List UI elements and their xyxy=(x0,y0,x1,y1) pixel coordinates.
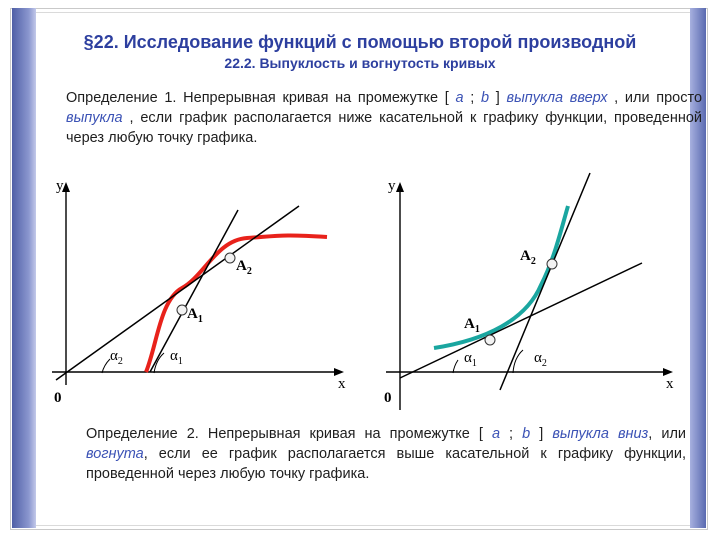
point-a2 xyxy=(547,259,557,269)
x-axis-label: x xyxy=(338,376,346,392)
term-convex-down: выпукла вниз xyxy=(552,426,649,442)
angle-2-arc xyxy=(102,359,110,373)
graph-convex-down xyxy=(376,170,686,415)
definition-1-text: ] xyxy=(489,90,507,106)
definition-1-text: Определение 1. Непрерывная кривая на промежутке [ xyxy=(66,90,456,106)
x-axis-arrow xyxy=(334,368,344,376)
interval-end: b xyxy=(481,90,490,106)
origin-label: 0 xyxy=(384,390,392,406)
term-concave: вогнута xyxy=(86,446,144,462)
term-convex: выпукла xyxy=(66,110,123,126)
angle-1-arc xyxy=(453,360,458,373)
definition-2-text: ] xyxy=(530,426,553,442)
convex-down-curve xyxy=(434,206,568,348)
slide-title: §22. Исследование функций с помощью второй производной xyxy=(83,32,637,52)
definition-1-text: ; xyxy=(463,90,481,106)
interval-start: a xyxy=(455,90,464,106)
origin-label: 0 xyxy=(54,390,62,406)
angle-2-label: $\alpha_2$ xyxy=(534,350,547,369)
definition-2-text: ; xyxy=(500,426,523,442)
tangent-line-1 xyxy=(400,263,642,378)
x-axis-arrow xyxy=(663,368,673,376)
definition-2-text: , или xyxy=(648,426,687,442)
point-a2 xyxy=(225,253,235,263)
definition-1-text: , или просто xyxy=(607,90,703,106)
definition-1-text: , если график располагается ниже касательной к графику функции, проведенной через любую точку графика. xyxy=(66,110,702,146)
definition-2 xyxy=(86,424,686,484)
angle-1-label: $\alpha_1$ xyxy=(170,348,183,367)
angle-2-label: $\alpha_2$ xyxy=(110,348,123,367)
term-convex-up: выпукла вверх xyxy=(506,90,608,106)
graph-convex-up xyxy=(42,170,352,415)
left-decor-bar xyxy=(12,8,36,528)
definition-2-text: , если ее график располагается выше касательной к графику функции, проведенной через любую точку графика. xyxy=(86,446,686,482)
y-axis-label: y xyxy=(56,178,64,194)
angle-1-label: $\alpha_1$ xyxy=(464,350,477,369)
right-decor-bar xyxy=(690,8,706,528)
x-axis-label: x xyxy=(666,376,674,392)
point-a1 xyxy=(177,305,187,315)
tangent-line-1 xyxy=(150,210,238,372)
point-a2-label: $A_2$ xyxy=(236,258,252,277)
slide-subtitle: 22.2. Выпуклость и вогнутость кривых xyxy=(224,55,496,71)
y-axis-label: y xyxy=(388,178,396,194)
y-axis-arrow xyxy=(396,182,404,192)
point-a1 xyxy=(485,335,495,345)
definition-2-text: Определение 2. Непрерывная кривая на промежутке [ xyxy=(86,426,492,442)
interval-end: b xyxy=(522,426,531,442)
interval-start: a xyxy=(491,426,501,442)
point-a1-label: $A_1$ xyxy=(187,306,203,325)
point-a2-label: $A_2$ xyxy=(520,248,536,267)
point-a1-label: $A_1$ xyxy=(464,316,480,335)
definition-1 xyxy=(66,88,702,148)
